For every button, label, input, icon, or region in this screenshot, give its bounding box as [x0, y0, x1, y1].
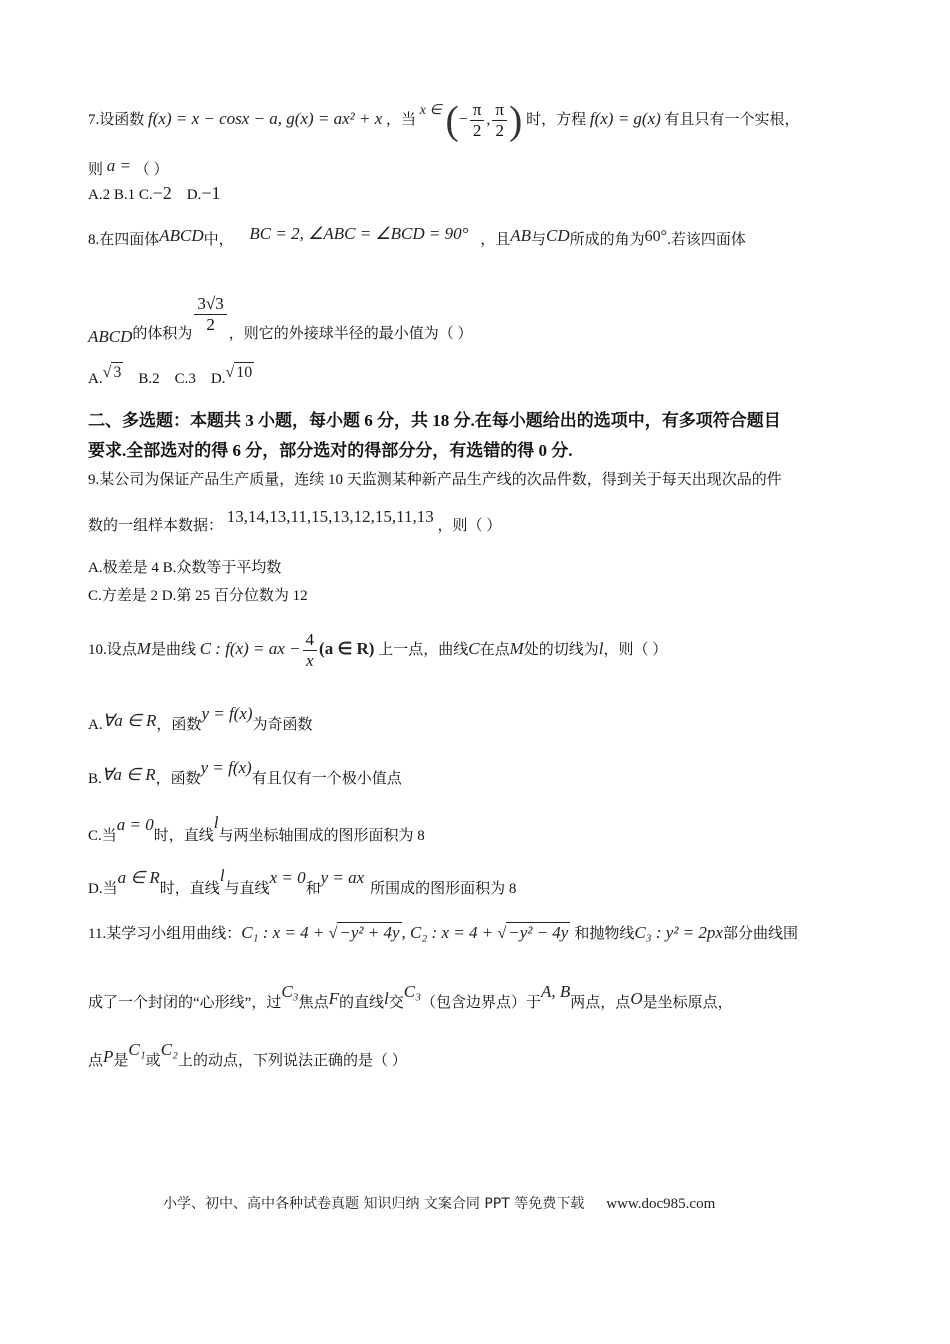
q7-line1: 7.设函数 f(x) = x − cosx − a, g(x) = ax² + x ，当 x ∈ (− $\frac{\pi}{2}$ , $\frac{\pi}{2}$ ) 时，方程 f(x) = g(x) 有且只有一个实根， — [88, 97, 800, 143]
q7-open-paren: ( — [445, 97, 459, 143]
q11-line1: 11.某学习小组用曲线：C₁ : x = 4 + √ −y² + 4y , C₂ : x = 4 + √ −y² − 4y 和抛物线C₃ : y² = 2px部分曲线围 — [88, 923, 798, 942]
q7-equation: f(x) = g(x) — [589, 108, 661, 128]
q7-frac-left: $\frac{\pi}{2}$ — [470, 100, 485, 141]
q7-text: 7.设函数 — [88, 111, 145, 128]
page-footer — [163, 1193, 715, 1213]
q10-option-b: B.∀a ∈ R，函数y = f(x)有且仅有一个极小值点 — [88, 758, 402, 787]
q11-line3: 点P是C₁或C₂上的动点，下列说法正确的是（ ） — [88, 1040, 407, 1069]
q8-volume-frac: $\frac{3√3}{2}$ — [194, 294, 226, 335]
q10-domain: (a ∈ R) — [319, 638, 375, 658]
q9-options-cd: C.方差是 2 D.第 25 百分位数为 12 — [88, 588, 308, 604]
q7-a-eq: a = — [106, 156, 131, 175]
q8-condition: BC = 2, ∠ABC = ∠BCD = 90° — [249, 224, 469, 243]
q7-domain-var: x ∈ — [419, 102, 442, 118]
q7-text: 有且只有一个实根， — [664, 111, 800, 128]
q7-answer-blank: （ ） — [134, 162, 169, 178]
q8-abcd: ABCD — [159, 226, 204, 245]
q8-options: A.√ 3 B.2 C.3 D.√ 10 — [88, 364, 253, 387]
q7-formula: f(x) = x − cosx − a, g(x) = ax² + x — [148, 108, 383, 128]
footer-text: 小学、初中、高中各种试卷真题 知识归纳 文案合同 PPT 等免费下载 — [163, 1196, 585, 1212]
q10-frac: $\frac{4}{x}$ — [303, 630, 318, 671]
q7-frac-right: $\frac{\pi}{2}$ — [492, 100, 507, 141]
q7-text: ，当 — [386, 111, 417, 128]
q7-options: A.2 B.1 C.−2 D.−1 — [88, 183, 221, 203]
q8-line1: 8.在四面体ABCD中， BC = 2, ∠ABC = ∠BCD = 90° ，且AB与CD所成的角为60°.若该四面体 — [88, 224, 746, 248]
q7-line2: 则 a = （ ） — [88, 156, 169, 178]
q10-option-a: A.∀a ∈ R，函数y = f(x)为奇函数 — [88, 704, 313, 733]
q7-close-paren: ) — [509, 97, 523, 143]
footer-url[interactable]: www.doc985.com — [606, 1196, 716, 1212]
section2-instruction: 要求.全部选对的得 6 分，部分选对的得部分分，有选错的得 0 分. — [88, 441, 573, 460]
q10-curve: C : f(x) = ax − — [199, 638, 301, 658]
q11-parabola: C₃ : y² = 2px — [634, 923, 723, 942]
section2-heading: 二、多选题：本题共 3 小题，每小题 6 分，共 18 分.在每小题给出的选项中，有多项符合题目 — [88, 411, 781, 430]
q7-text: 时，方程 — [526, 111, 587, 128]
q9-line2: 数的一组样本数据： 13,14,13,11,15,13,12,15,11,13 ，则（ ） — [88, 507, 502, 534]
q10-option-d: D.当a ∈ R时，直线l与直线x = 0和y = ax所围成的图形面积为 8 — [88, 866, 517, 897]
q11-line2: 成了一个封闭的“心形线”，过C₃焦点F的直线l交C₃（包含边界点）于A, B两点，点O是坐标原点， — [88, 982, 733, 1011]
q9-line1: 9.某公司为保证产品生产质量，连续 10 天监测某种新产品生产线的次品件数，得到关于每天出现次品的件 — [88, 472, 782, 488]
q9-options-ab: A.极差是 4 B.众数等于平均数 — [88, 560, 282, 576]
q9-sample-data: 13,14,13,11,15,13,12,15,11,13 — [226, 507, 434, 526]
q8-line2: ABCD的体积为 $\frac{3√3}{2}$ ，则它的外接球半径的最小值为（ ） — [88, 294, 473, 346]
q11-curve-c1: C₁ : x = 4 + — [241, 923, 329, 942]
q10-option-c: C.当a = 0时，直线l与两坐标轴围成的图形面积为 8 — [88, 813, 425, 844]
q10-stem: 10.设点M是曲线 C : f(x) = ax − $\frac{4}{x}$ (a ∈ R) 上一点，曲线C在点M处的切线为l，则（ ） — [88, 630, 668, 670]
q11-curve-c2: , C₂ : x = 4 + — [401, 923, 498, 942]
